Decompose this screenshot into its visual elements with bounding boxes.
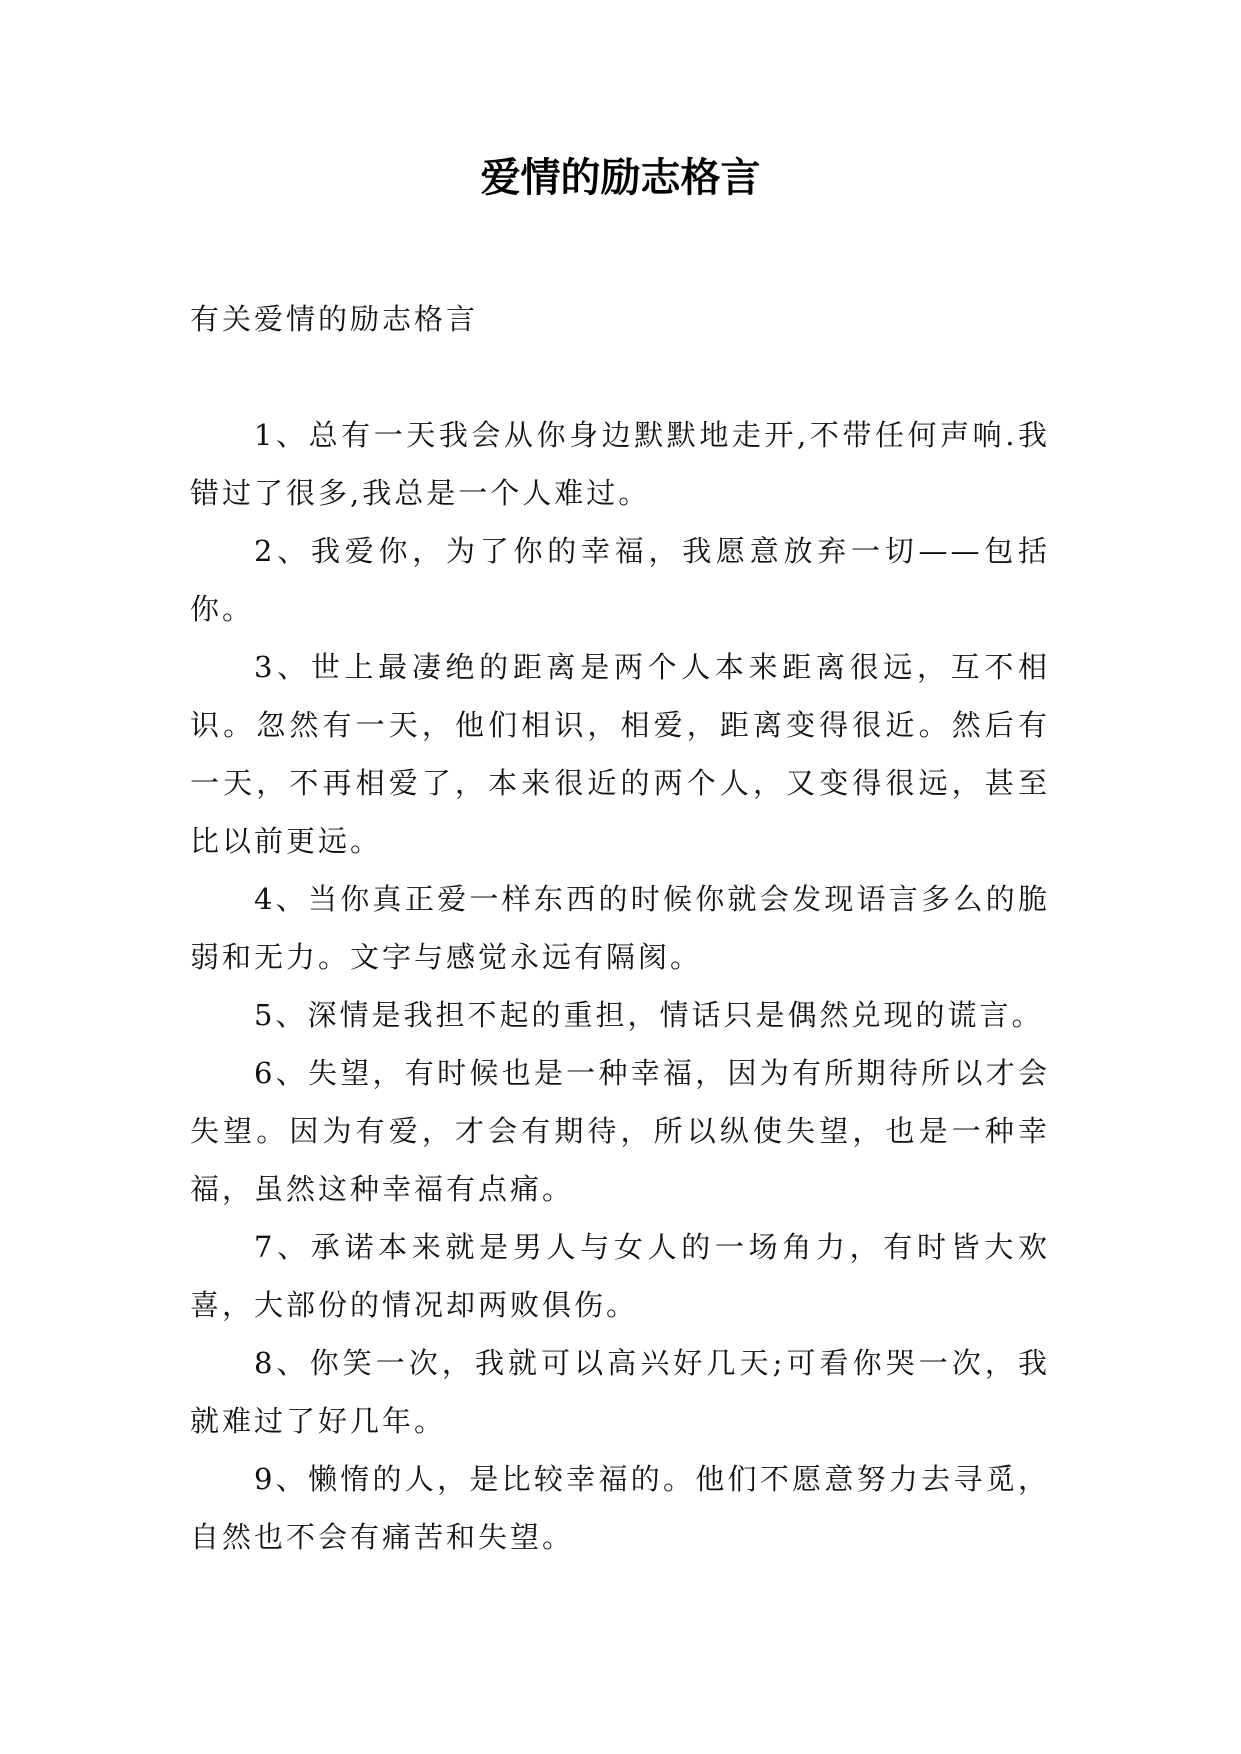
- quote-paragraph-6: 6、失望，有时候也是一种幸福，因为有所期待所以才会失望。因为有爱，才会有期待，所以纵使失望，也是一种幸福，虽然这种幸福有点痛。: [190, 1056, 1050, 1206]
- quote-paragraph-4: 4、当你真正爱一样东西的时候你就会发现语言多么的脆弱和无力。文字与感觉永远有隔阂。: [190, 882, 1050, 974]
- quote-paragraph-8: 8、你笑一次，我就可以高兴好几天;可看你哭一次，我就难过了好几年。: [190, 1346, 1050, 1438]
- document-subtitle: 有关爱情的励志格言: [190, 302, 479, 336]
- quote-paragraph-1: 1、总有一天我会从你身边默默地走开,不带任何声响.我错过了很多,我总是一个人难过。: [190, 418, 1050, 510]
- quote-paragraph-9: 9、懒惰的人，是比较幸福的。他们不愿意努力去寻觅，自然也不会有痛苦和失望。: [190, 1462, 1050, 1554]
- document-title: 爱情的励志格言: [480, 154, 761, 201]
- quote-paragraph-2: 2、我爱你，为了你的幸福，我愿意放弃一切——包括你。: [190, 534, 1050, 626]
- quote-paragraph-7: 7、承诺本来就是男人与女人的一场角力，有时皆大欢喜，大部份的情况却两败俱伤。: [190, 1230, 1050, 1322]
- document-body: [190, 290, 1050, 1566]
- quote-paragraph-3: 3、世上最凄绝的距离是两个人本来距离很远，互不相识。忽然有一天，他们相识，相爱，距离变得很近。然后有一天，不再相爱了，本来很近的两个人，又变得很远，甚至比以前更远。: [190, 650, 1050, 858]
- quote-paragraph-5: 5、深情是我担不起的重担，情话只是偶然兑现的谎言。: [254, 998, 1044, 1032]
